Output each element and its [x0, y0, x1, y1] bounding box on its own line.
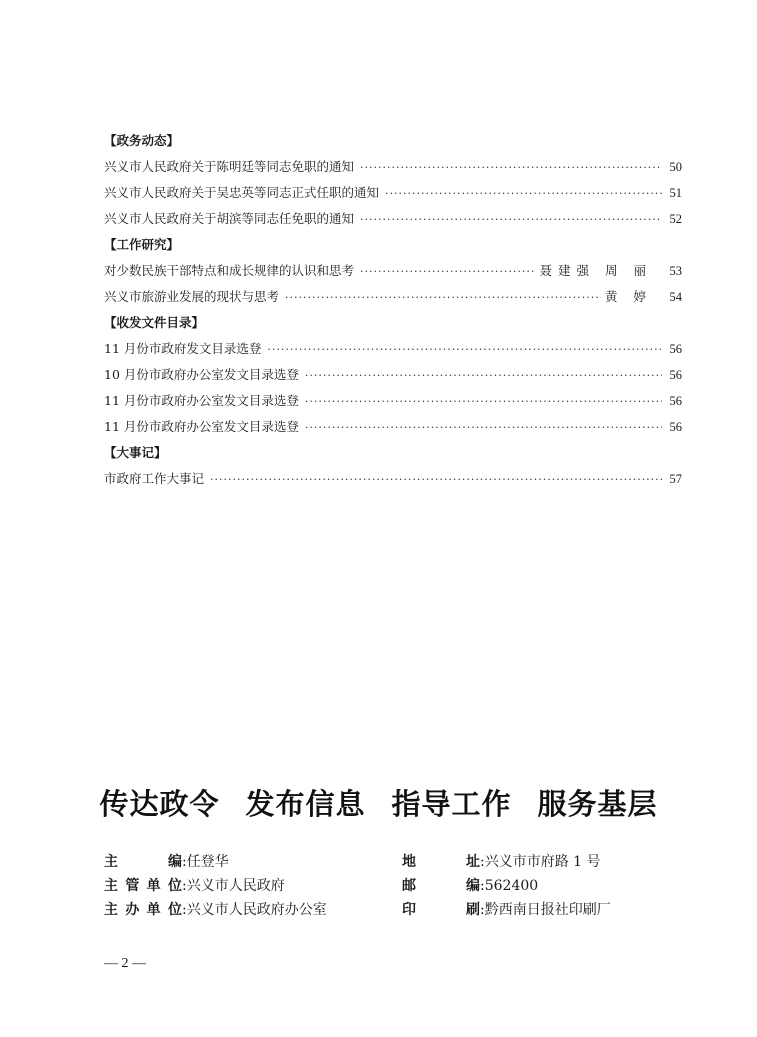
dot-leader	[305, 363, 662, 389]
dot-leader	[305, 389, 662, 415]
masthead-label-postcode: 邮编	[402, 878, 480, 894]
masthead-label-sponsor: 主办单位	[104, 902, 182, 918]
section-heading: 【工作研究】	[104, 237, 180, 252]
toc-entry-page: 53	[669, 264, 682, 278]
table-of-contents	[104, 128, 682, 492]
dot-leader	[305, 415, 662, 441]
toc-entry[interactable]	[104, 258, 682, 284]
masthead-row	[104, 850, 664, 874]
toc-entry[interactable]	[104, 388, 682, 414]
masthead-cell: 印刷:黔西南日报社印刷厂	[402, 898, 611, 922]
toc-entry-title: 11 月份市政府发文目录选登	[104, 341, 262, 356]
toc-entry[interactable]	[104, 180, 682, 206]
toc-entry[interactable]	[104, 284, 682, 310]
section-heading: 【政务动态】	[104, 133, 180, 148]
toc-section-government-affairs	[104, 128, 682, 232]
slogan-phrase: 发布信息	[245, 787, 366, 821]
dot-leader	[360, 155, 662, 181]
toc-entry-page: 56	[669, 342, 682, 356]
masthead-info	[104, 850, 664, 922]
toc-entry-title: 兴义市人民政府关于吴忠英等同志正式任职的通知	[104, 185, 380, 200]
toc-entry-title: 对少数民族干部特点和成长规律的认识和思考	[104, 263, 355, 278]
dot-leader	[385, 181, 662, 207]
dot-leader	[210, 467, 662, 493]
masthead-label-supervisor: 主管单位	[104, 878, 182, 894]
toc-entry-author: 聂建强 周 丽	[539, 263, 652, 278]
masthead-cell: 主管单位:兴义市人民政府	[104, 874, 285, 898]
toc-entry-page: 56	[669, 368, 682, 382]
toc-entry-page: 51	[669, 186, 682, 200]
page-number: — 2 —	[104, 956, 146, 971]
dot-leader	[267, 337, 662, 363]
toc-entry-page: 50	[669, 160, 682, 174]
masthead-label-address: 地址	[402, 854, 480, 870]
masthead-value-printer: 黔西南日报社印刷厂	[484, 902, 611, 918]
toc-entry-title: 兴义市人民政府关于陈明廷等同志免职的通知	[104, 159, 355, 174]
toc-entry[interactable]	[104, 336, 682, 362]
masthead-cell: 邮编:562400	[402, 874, 538, 898]
masthead-label-printer: 印刷	[402, 902, 480, 918]
slogan-phrase: 服务基层	[537, 787, 658, 821]
toc-section-chronicle	[104, 440, 682, 492]
dot-leader	[360, 259, 536, 285]
dot-leader	[285, 285, 601, 311]
masthead-cell: 主编:任登华	[104, 850, 229, 874]
toc-entry-title: 兴义市旅游业发展的现状与思考	[104, 289, 280, 304]
toc-entry[interactable]	[104, 466, 682, 492]
masthead-cell: 主办单位:兴义市人民政府办公室	[104, 898, 327, 922]
toc-entry[interactable]	[104, 414, 682, 440]
masthead-value-postcode: 562400	[484, 878, 539, 894]
section-heading: 【大事记】	[104, 445, 167, 460]
toc-entry-title: 11 月份市政府办公室发文目录选登	[104, 393, 299, 408]
masthead-cell: 地址:兴义市市府路 1 号	[402, 850, 601, 874]
slogan-phrase: 传达政令	[99, 787, 220, 821]
toc-entry-title: 兴义市人民政府关于胡滨等同志任免职的通知	[104, 211, 355, 226]
masthead-row	[104, 874, 664, 898]
dot-leader	[360, 207, 662, 233]
toc-entry-page: 56	[669, 394, 682, 408]
toc-entry[interactable]	[104, 154, 682, 180]
toc-section-work-research	[104, 232, 682, 310]
toc-entry-page: 56	[669, 420, 682, 434]
masthead-value-supervisor: 兴义市人民政府	[186, 878, 285, 894]
toc-entry-title: 11 月份市政府办公室发文目录选登	[104, 419, 299, 434]
toc-entry-page: 52	[669, 212, 682, 226]
toc-entry-author: 黄 婷	[605, 289, 652, 304]
slogan-phrase: 指导工作	[391, 787, 512, 821]
masthead-row	[104, 898, 664, 922]
section-heading: 【收发文件目录】	[104, 315, 205, 330]
masthead-label-editor: 主编	[104, 854, 182, 870]
toc-entry-page: 57	[669, 472, 682, 486]
toc-entry[interactable]	[104, 362, 682, 388]
toc-entry-title: 市政府工作大事记	[104, 471, 205, 486]
masthead-value-address: 兴义市市府路 1 号	[484, 854, 601, 870]
slogan	[0, 782, 757, 823]
toc-entry[interactable]	[104, 206, 682, 232]
toc-entry-page: 54	[669, 290, 682, 304]
toc-section-documents	[104, 310, 682, 440]
masthead-value-sponsor: 兴义市人民政府办公室	[186, 902, 327, 918]
masthead-value-editor: 任登华	[186, 854, 229, 870]
toc-entry-title: 10 月份市政府办公室发文目录选登	[104, 367, 299, 382]
